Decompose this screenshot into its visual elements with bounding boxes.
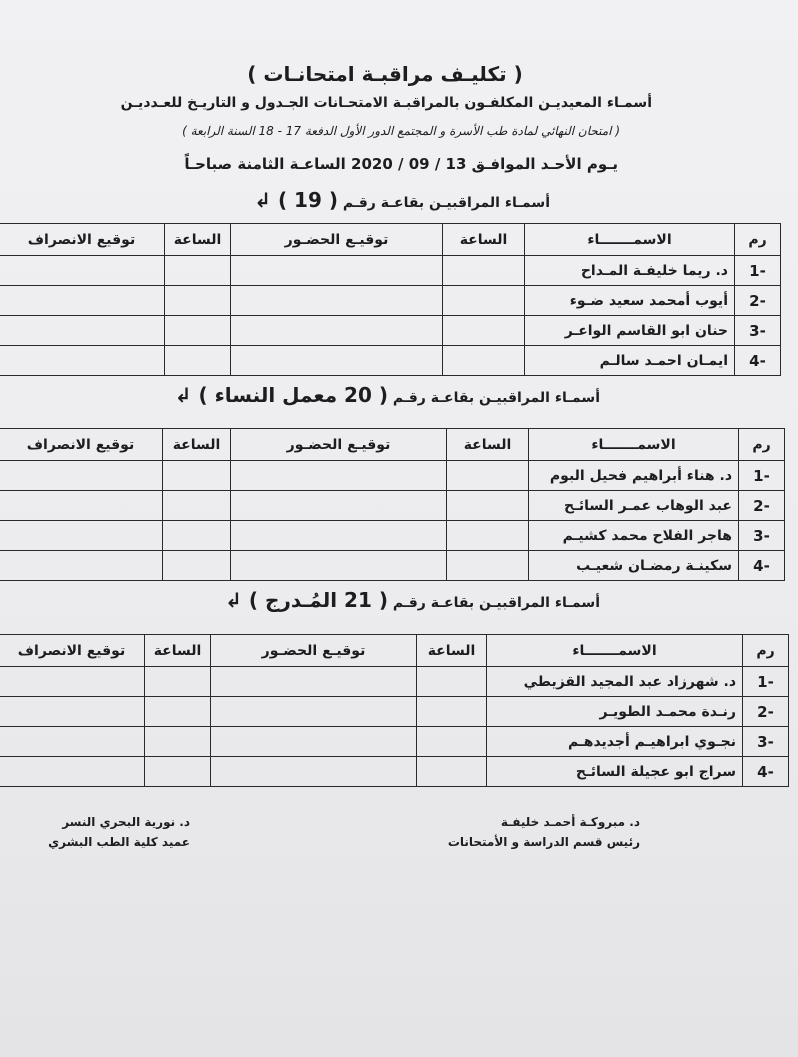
table-row bbox=[0, 757, 789, 787]
table-row bbox=[0, 727, 789, 757]
time-cell bbox=[443, 346, 525, 376]
proctor-name: أيوب أمحمد سعيد ضـوء bbox=[525, 286, 735, 316]
table-row bbox=[0, 697, 789, 727]
departure-signature-cell bbox=[0, 727, 145, 757]
col-header-time: الساعة bbox=[443, 224, 525, 256]
departure-signature-cell bbox=[0, 521, 163, 551]
signatory-role: رئيس قسم الدراسة و الأمتحانات bbox=[447, 835, 640, 849]
departure-signature-cell bbox=[0, 256, 165, 286]
table-row bbox=[0, 667, 789, 697]
proctor-name: ايمـان احمـد سالـم bbox=[525, 346, 735, 376]
col-header-names: الاسمـــــــاء bbox=[525, 224, 735, 256]
document-title: ( تكليـف مراقبـة امتحانـات ) bbox=[247, 62, 523, 86]
table-row bbox=[0, 551, 785, 581]
time-cell bbox=[417, 727, 487, 757]
time-cell bbox=[145, 667, 211, 697]
row-number: -3 bbox=[739, 521, 785, 551]
section-title-hall-21 bbox=[135, 588, 600, 612]
attendance-signature-cell bbox=[231, 286, 443, 316]
time-cell bbox=[163, 521, 231, 551]
time-cell bbox=[165, 256, 231, 286]
row-number: -2 bbox=[743, 697, 789, 727]
signatory-name: د. مبروكـة أحمـد خليفـة bbox=[500, 815, 640, 829]
time-cell bbox=[443, 316, 525, 346]
departure-signature-cell bbox=[0, 491, 163, 521]
time-cell bbox=[447, 491, 529, 521]
row-number: -1 bbox=[739, 461, 785, 491]
attendance-signature-cell bbox=[231, 551, 447, 581]
document-subtitle: أسمـاء المعيديـن المكلفـون بالمراقبـة الامتحـانات الجـدول و التاريـخ للعـدديـن bbox=[120, 95, 652, 111]
section-title-hall-20 bbox=[135, 383, 600, 407]
table-row bbox=[0, 461, 785, 491]
row-number: -3 bbox=[743, 727, 789, 757]
col-header-departure-signature: توقيع الانصراف bbox=[0, 635, 145, 667]
hall-number: ( 21 المُـدرج ) ↲ bbox=[225, 588, 388, 612]
signatory-name: د. نورية البحري النسر bbox=[62, 815, 190, 829]
proctor-name: حنان ابو القاسم الواعـر bbox=[525, 316, 735, 346]
row-number: -3 bbox=[735, 316, 781, 346]
time-cell bbox=[417, 697, 487, 727]
time-cell bbox=[145, 727, 211, 757]
time-cell bbox=[447, 461, 529, 491]
row-number: -4 bbox=[739, 551, 785, 581]
table-row bbox=[0, 256, 781, 286]
proctor-name: رنـدة محمـد الطويـر bbox=[487, 697, 743, 727]
time-cell bbox=[145, 757, 211, 787]
proctor-name: هاجر الفلاح محمد كشيـم bbox=[529, 521, 739, 551]
row-number: -4 bbox=[743, 757, 789, 787]
table-row bbox=[0, 491, 785, 521]
col-header-attendance-signature: توقيـع الحضـور bbox=[231, 429, 447, 461]
exam-date: يـوم الأحـد الموافـق 13 / 09 / 2020 الساعـة الثامنة صباحـاً bbox=[184, 155, 618, 173]
row-number: -1 bbox=[735, 256, 781, 286]
time-cell bbox=[163, 551, 231, 581]
departure-signature-cell bbox=[0, 286, 165, 316]
hall-number: ( 20 معمل النساء ) ↲ bbox=[174, 383, 388, 407]
section-title-hall-19 bbox=[190, 188, 550, 212]
attendance-signature-cell bbox=[211, 757, 417, 787]
section-title-text: أسمـاء المراقبيـن بقاعـة رقـم bbox=[392, 595, 600, 611]
col-header-departure-signature: توقيع الانصراف bbox=[0, 224, 165, 256]
attendance-signature-cell bbox=[211, 697, 417, 727]
proctor-name: عبد الوهاب عمـر السائـح bbox=[529, 491, 739, 521]
table-row bbox=[0, 286, 781, 316]
proctor-table-hall-19 bbox=[0, 223, 781, 376]
table-header-row bbox=[0, 635, 789, 667]
attendance-signature-cell bbox=[231, 491, 447, 521]
attendance-signature-cell bbox=[211, 667, 417, 697]
signature-block-dean bbox=[20, 812, 190, 852]
col-header-departure-signature: توقيع الانصراف bbox=[0, 429, 163, 461]
time-cell bbox=[443, 286, 525, 316]
exam-description: ( امتحان النهائي لمادة طب الأسرة و المجتمع الدور الأول الدفعة 17 - 18 السنة الرابعة ) bbox=[182, 124, 620, 138]
table-header-row bbox=[0, 224, 781, 256]
attendance-signature-cell bbox=[231, 461, 447, 491]
section-title-text: أسمـاء المراقبيـن بقاعـة رقـم bbox=[392, 390, 600, 406]
proctor-name: د. هناء أبراهيم فحيل البوم bbox=[529, 461, 739, 491]
table-header-row bbox=[0, 429, 785, 461]
departure-signature-cell bbox=[0, 667, 145, 697]
table-row bbox=[0, 316, 781, 346]
proctor-name: د. شهرزاد عبد المجيد القزيطي bbox=[487, 667, 743, 697]
col-header-time: الساعة bbox=[417, 635, 487, 667]
attendance-signature-cell bbox=[231, 316, 443, 346]
col-header-time: الساعة bbox=[145, 635, 211, 667]
time-cell bbox=[417, 667, 487, 697]
signatory-role: عميد كلية الطب البشري bbox=[48, 835, 190, 849]
section-title-text: أسمـاء المراقبيـن بقاعـة رقـم bbox=[342, 195, 550, 211]
row-number: -1 bbox=[743, 667, 789, 697]
col-header-num: رم bbox=[735, 224, 781, 256]
col-header-attendance-signature: توقيـع الحضـور bbox=[211, 635, 417, 667]
attendance-signature-cell bbox=[231, 521, 447, 551]
time-cell bbox=[447, 551, 529, 581]
col-header-names: الاسمـــــــاء bbox=[529, 429, 739, 461]
departure-signature-cell bbox=[0, 316, 165, 346]
col-header-time: الساعة bbox=[165, 224, 231, 256]
departure-signature-cell bbox=[0, 461, 163, 491]
table-row bbox=[0, 521, 785, 551]
row-number: -2 bbox=[735, 286, 781, 316]
departure-signature-cell bbox=[0, 551, 163, 581]
departure-signature-cell bbox=[0, 757, 145, 787]
attendance-signature-cell bbox=[211, 727, 417, 757]
departure-signature-cell bbox=[0, 697, 145, 727]
hall-number: ( 19 ) ↲ bbox=[254, 188, 338, 212]
attendance-signature-cell bbox=[231, 346, 443, 376]
time-cell bbox=[163, 491, 231, 521]
time-cell bbox=[165, 316, 231, 346]
col-header-attendance-signature: توقيـع الحضـور bbox=[231, 224, 443, 256]
time-cell bbox=[165, 286, 231, 316]
proctor-name: سكينـة رمضـان شعيـب bbox=[529, 551, 739, 581]
time-cell bbox=[417, 757, 487, 787]
col-header-time: الساعة bbox=[163, 429, 231, 461]
row-number: -4 bbox=[735, 346, 781, 376]
table-row bbox=[0, 346, 781, 376]
attendance-signature-cell bbox=[231, 256, 443, 286]
proctor-name: نجـوي ابراهيـم أجديدهـم bbox=[487, 727, 743, 757]
departure-signature-cell bbox=[0, 346, 165, 376]
time-cell bbox=[443, 256, 525, 286]
time-cell bbox=[447, 521, 529, 551]
time-cell bbox=[165, 346, 231, 376]
proctor-name: د. ريما خليفـة المـداح bbox=[525, 256, 735, 286]
col-header-names: الاسمـــــــاء bbox=[487, 635, 743, 667]
proctor-table-hall-21 bbox=[0, 634, 789, 787]
col-header-num: رم bbox=[743, 635, 789, 667]
col-header-num: رم bbox=[739, 429, 785, 461]
signature-block-head-of-exams bbox=[430, 812, 640, 852]
col-header-time: الساعة bbox=[447, 429, 529, 461]
time-cell bbox=[163, 461, 231, 491]
proctor-name: سراج ابو عجيلة السائـح bbox=[487, 757, 743, 787]
row-number: -2 bbox=[739, 491, 785, 521]
proctor-table-hall-20 bbox=[0, 428, 785, 581]
time-cell bbox=[145, 697, 211, 727]
